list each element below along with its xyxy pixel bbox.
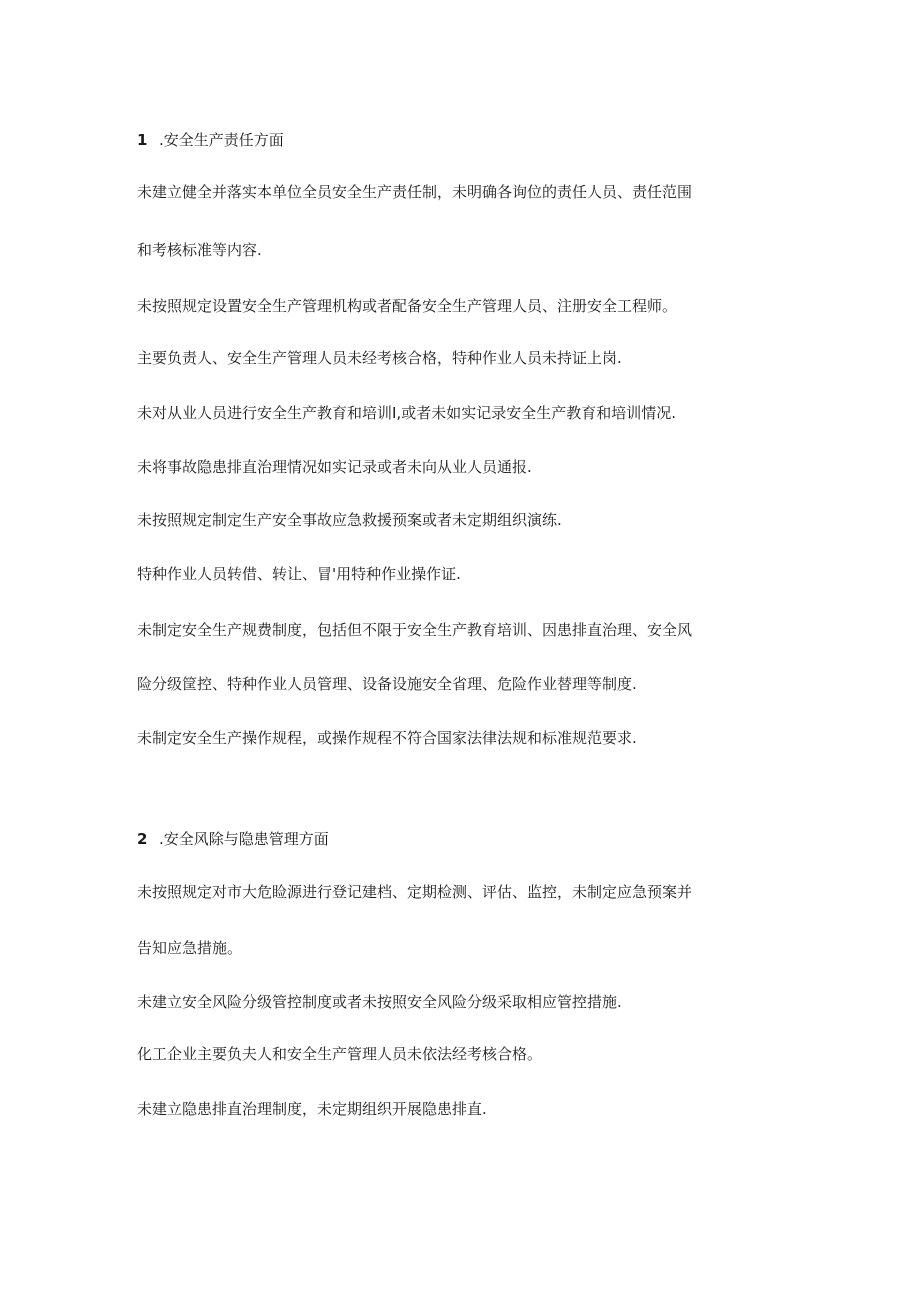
paragraph-line: 未按照规定对市大危睑源进行登记建档、定期检测、评估、监控，未制定应急预案并 (137, 883, 693, 901)
section-number: 1 (137, 131, 148, 149)
paragraph-line: 未制定安全生产操作规程，或操作规程不符合国家法律法规和标准规范要求. (137, 729, 637, 747)
paragraph-line: 未对从业人员进行安全生产教育和培训I,或者未如实记录安全生产教育和培训情况. (137, 404, 676, 422)
paragraph-line: 未按照规定设置安全生产管理机构或者配备安全生产管理人员、注册安全工程师。 (137, 297, 678, 315)
paragraph-line: 险分级筐控、特种作业人员管理、设备设施安全省理、危险作业替理等制度. (137, 675, 637, 693)
paragraph-line: 化工企业主要负夫人和安全生产管理人员未依法经考核合格。 (137, 1045, 543, 1063)
section-number: 2 (137, 830, 148, 848)
paragraph-line: 未建立隐患排直治理制度，未定期组织开展隐患排直. (137, 1100, 487, 1118)
paragraph-line: 未制定安全生产规费制度，包括但不限于安全生产教育培训、因患排直治理、安全风 (137, 621, 693, 639)
paragraph-line: 未将事故隐患排直治理情况如实记录或者未向从业人员通报. (137, 458, 532, 476)
section-heading-1 (137, 130, 284, 150)
paragraph-line: 未建立安全风险分级管控制度或者未按照安全风险分级采取相应管控措施. (137, 993, 622, 1011)
section-heading-2 (137, 829, 329, 849)
paragraph-line: 未建立健全并落实本单位全员安全生产责任制，未明确各询位的责任人员、责任范围 (137, 183, 693, 201)
paragraph-line: 未按照规定制定生产安全事故应急救援预案或者未定期组织演练. (137, 511, 562, 529)
paragraph-line: 告知应急措施。 (137, 939, 243, 957)
paragraph-line: 主要负责人、安全生产管理人员未经考核合格，特种作业人员未持证上岗. (137, 349, 622, 367)
paragraph-line: 特种作业人员转借、转让、冒'用特种作业操作证. (137, 565, 461, 583)
section-title: .安全风除与隐患管理方面 (159, 830, 329, 848)
paragraph-line: 和考核标准等内容. (137, 241, 262, 259)
section-title: .安全生产责任方面 (159, 131, 284, 149)
